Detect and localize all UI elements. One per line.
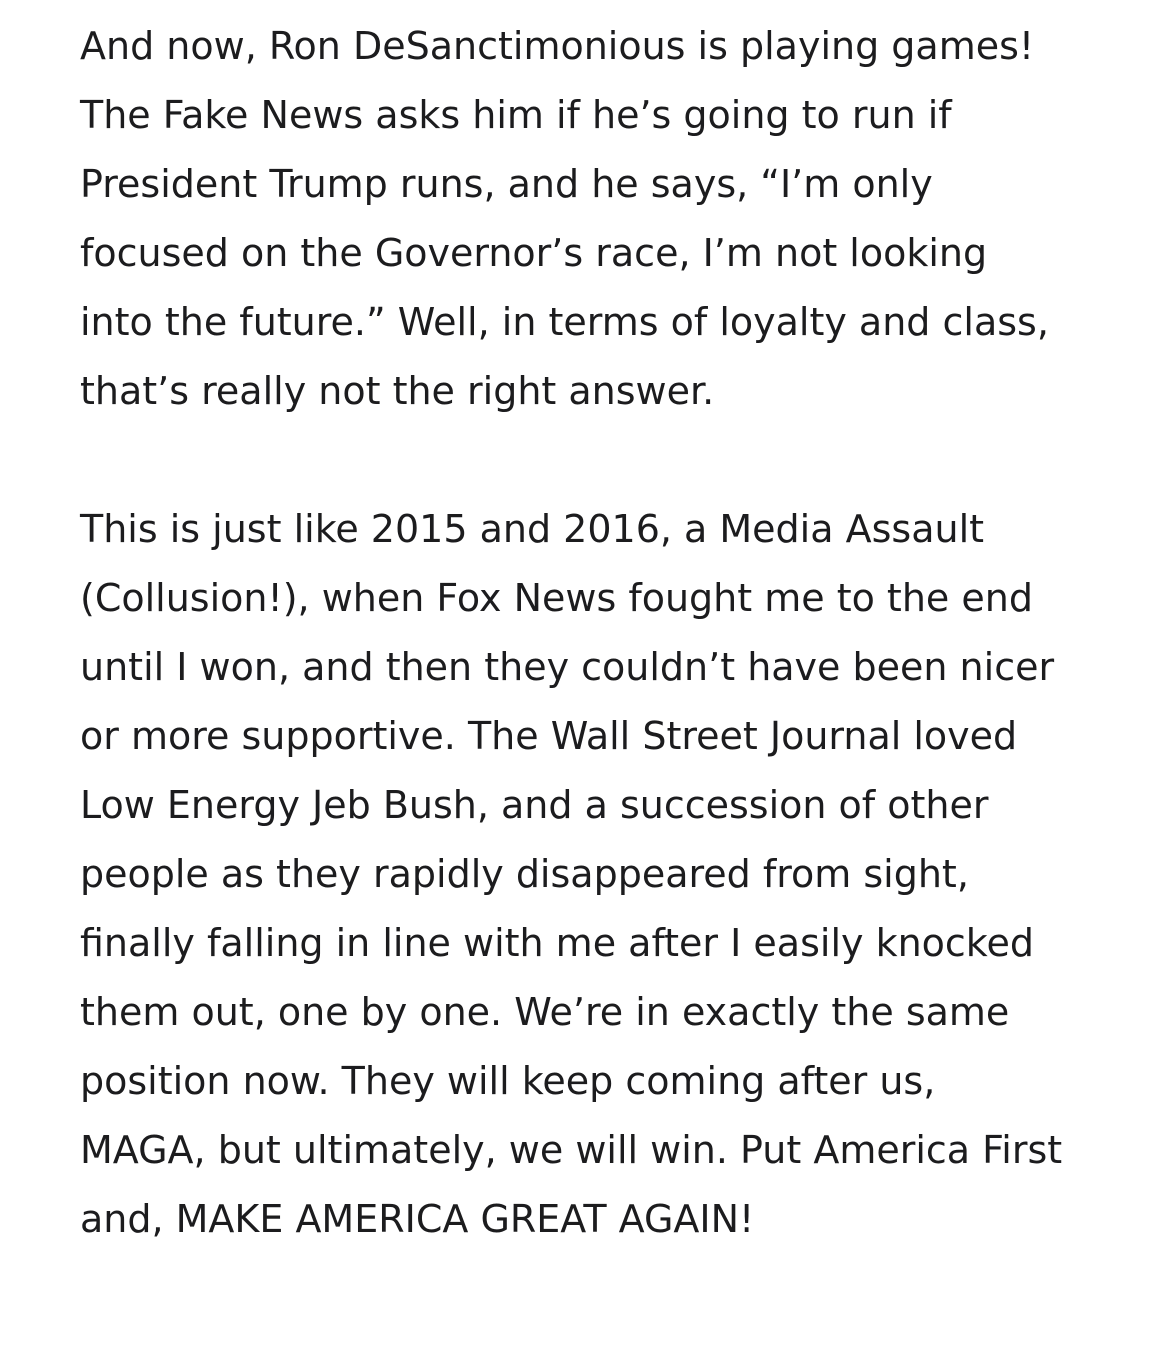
text-line: or more supportive. The Wall Street Journal loved bbox=[80, 714, 1018, 758]
text-line: And now, Ron DeSanctimonious is playing games! bbox=[80, 24, 1035, 68]
text-line: Low Energy Jeb Bush, and a succession of other bbox=[80, 783, 989, 827]
text-line: position now. They will keep coming after us, bbox=[80, 1059, 936, 1103]
text-line: President Trump runs, and he says, “I’m only bbox=[80, 162, 933, 206]
text-line: that’s really not the right answer. bbox=[80, 369, 715, 413]
text-line: (Collusion!), when Fox News fought me to the end bbox=[80, 576, 1033, 620]
text-line: This is just like 2015 and 2016, a Media Assault bbox=[80, 507, 985, 551]
post-body bbox=[80, 12, 1140, 1254]
text-line: people as they rapidly disappeared from sight, bbox=[80, 852, 969, 896]
post-paragraph-1 bbox=[80, 12, 1140, 426]
text-line: them out, one by one. We’re in exactly the same bbox=[80, 990, 1010, 1034]
post-paragraph-2 bbox=[80, 495, 1140, 1254]
text-line: finally falling in line with me after I easily knocked bbox=[80, 921, 1034, 965]
text-line: and, MAKE AMERICA GREAT AGAIN! bbox=[80, 1197, 755, 1241]
text-line: focused on the Governor’s race, I’m not looking bbox=[80, 231, 988, 275]
text-line: MAGA, but ultimately, we will win. Put America First bbox=[80, 1128, 1063, 1172]
text-line: The Fake News asks him if he’s going to run if bbox=[80, 93, 952, 137]
text-line: until I won, and then they couldn’t have been nicer bbox=[80, 645, 1055, 689]
text-line: into the future.” Well, in terms of loyalty and class, bbox=[80, 300, 1049, 344]
